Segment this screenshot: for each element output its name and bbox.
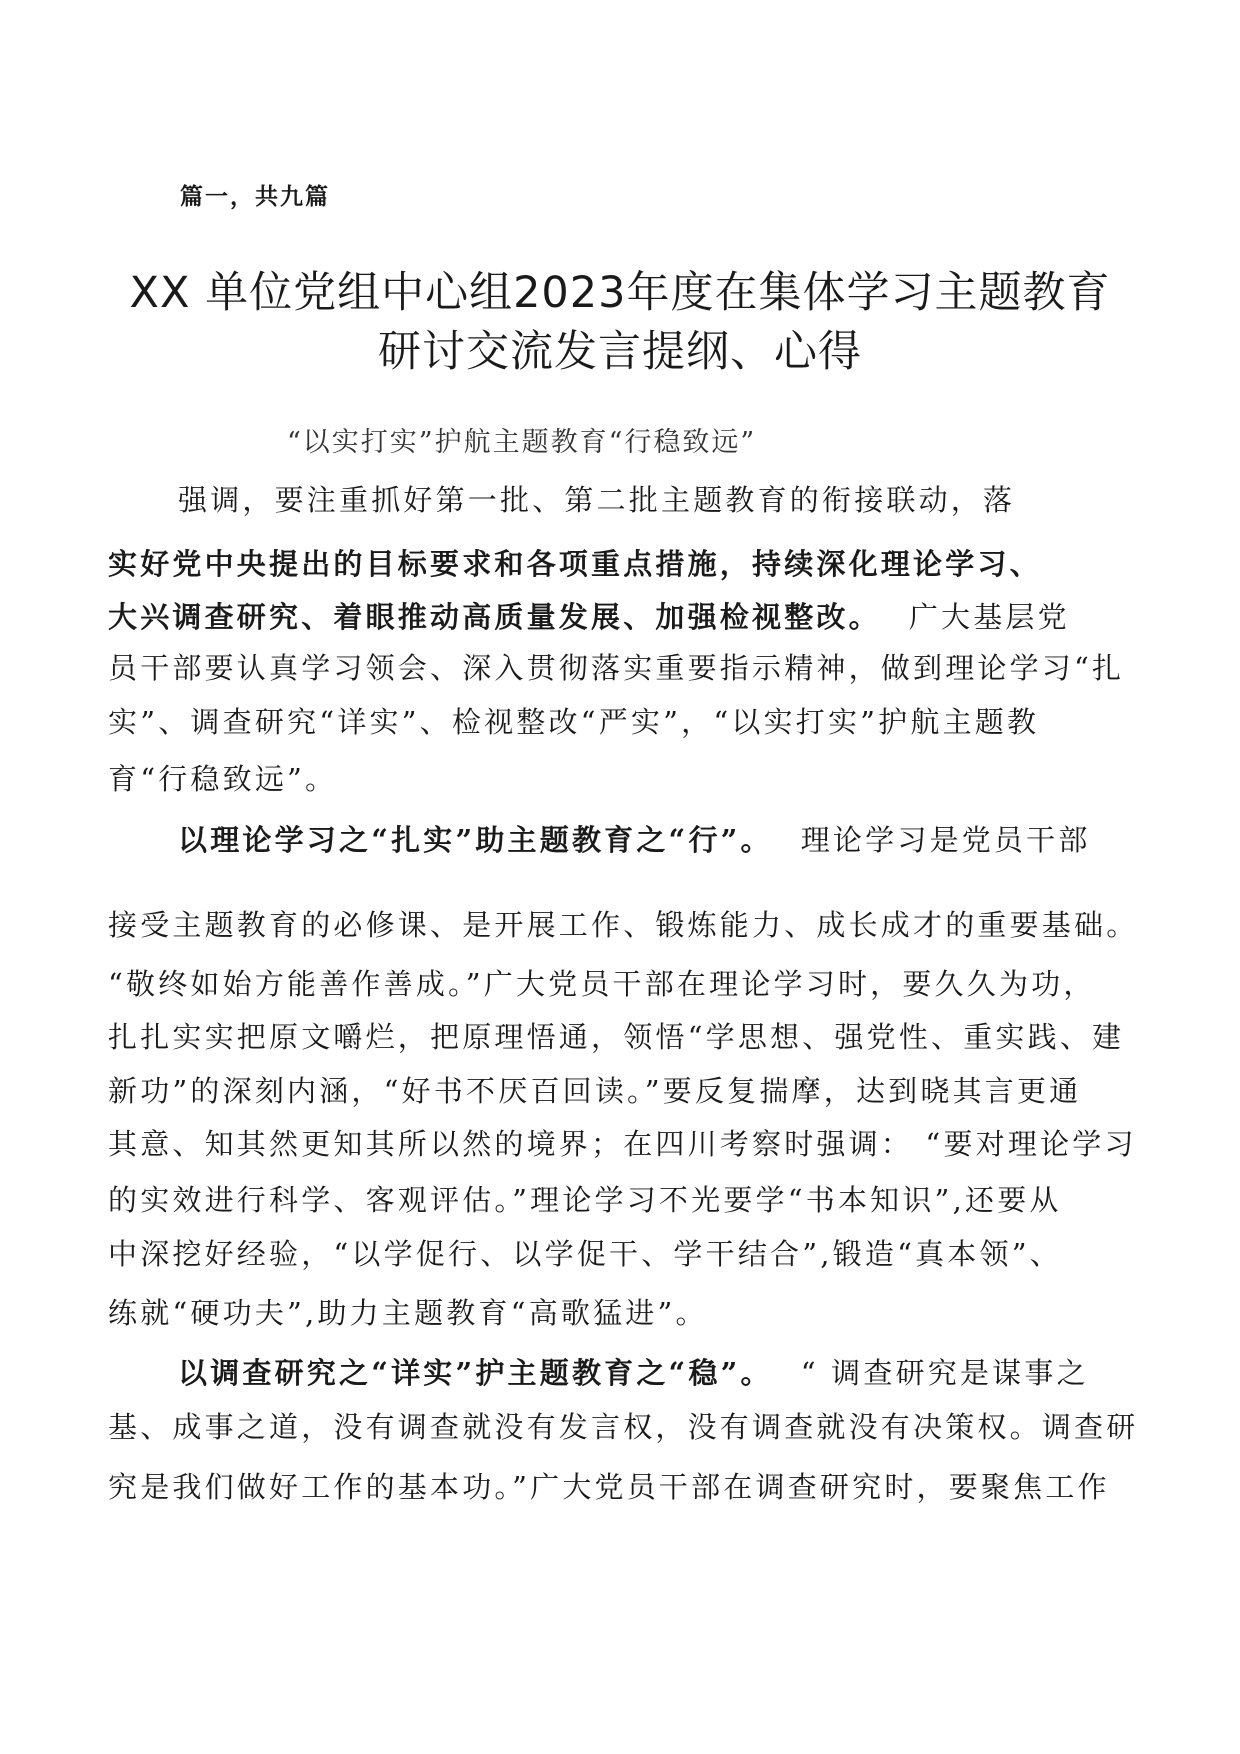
paragraph-3-heading: 以调查研究之“详实”护主题教育之“稳”。 xyxy=(178,1356,773,1390)
paragraph-1-bold-text: 大兴调查研究、着眼推动高质量发展、加强检视整改。 xyxy=(108,600,881,634)
document-title-line-1: XX 单位党组中心组2023年度在集体学习主题教育 xyxy=(129,268,1111,318)
document-subtitle: “以实打实”护航主题教育“行稳致远” xyxy=(287,427,757,458)
paragraph-2-line-8: 中深挖好经验，“以学促行、以学促干、学干结合”,锻造“真本领”、 xyxy=(108,1237,1062,1271)
paragraph-1-line-3 xyxy=(108,597,1138,637)
paragraph-1-line-2: 实好党中央提出的目标要求和各项重点措施，持续深化理论学习、 xyxy=(108,547,1042,581)
series-label: 篇一，共九篇 xyxy=(180,183,330,210)
paragraph-2-line-5: 新功”的深刻内涵，“好书不厌百回读。”要反复揣摩，达到晓其言更通 xyxy=(108,1074,1082,1108)
paragraph-1-line-1: 强调，要注重抓好第一批、第二批主题教育的衔接联动，落 xyxy=(178,483,1016,517)
paragraph-3-line-3: 究是我们做好工作的基本功。”广大党员干部在调查研究时，要聚焦工作 xyxy=(108,1470,1110,1504)
paragraph-3-line-1-text: “ 调查研究是谋事之 xyxy=(800,1356,1089,1390)
paragraph-2-line-3: “敬终如始方能善作善成。”广大党员干部在理论学习时，要久久为功， xyxy=(108,967,1096,1001)
document-title-line-2: 研讨交流发言提纲、心得 xyxy=(378,327,862,377)
paragraph-2-heading: 以理论学习之“扎实”助主题教育之“行”。 xyxy=(178,823,773,857)
paragraph-2-line-4: 扎扎实实把原文嚼烂，把原理悟通，领悟“学思想、强党性、重实践、建 xyxy=(108,1020,1125,1054)
paragraph-2-line-1 xyxy=(178,820,1138,860)
paragraph-2-line-1-text: 理论学习是党员干部 xyxy=(800,823,1091,857)
paragraph-1-line-4: 员干部要认真学习领会、深入贯彻落实重要指示精神，做到理论学习“扎 xyxy=(108,651,1125,685)
paragraph-2-line-9: 练就“硬功夫”,助力主题教育“高歌猛进”。 xyxy=(108,1296,708,1330)
paragraph-3-line-2: 基、成事之道，没有调查就没有发言权，没有调查就没有决策权。调查研 xyxy=(108,1410,1138,1444)
paragraph-2-line-6: 其意、知其然更知其所以然的境界；在四川考察时强调： “要对理论学习 xyxy=(108,1127,1137,1161)
paragraph-1-line-5: 实”、调查研究“详实”、检视整改“严实”，“以实打实”护航主题教 xyxy=(108,705,1040,739)
paragraph-1-line-3-text: 广大基层党 xyxy=(908,600,1070,634)
paragraph-1-line-6: 育“行稳致远”。 xyxy=(108,762,338,796)
paragraph-2-line-7: 的实效进行科学、客观评估。”理论学习不光要学“书本知识”,还要从 xyxy=(108,1183,1062,1217)
paragraph-2-line-2: 接受主题教育的必修课、是开展工作、锻炼能力、成长成才的重要基础。 xyxy=(108,908,1138,942)
paragraph-3-line-1 xyxy=(178,1353,1138,1393)
